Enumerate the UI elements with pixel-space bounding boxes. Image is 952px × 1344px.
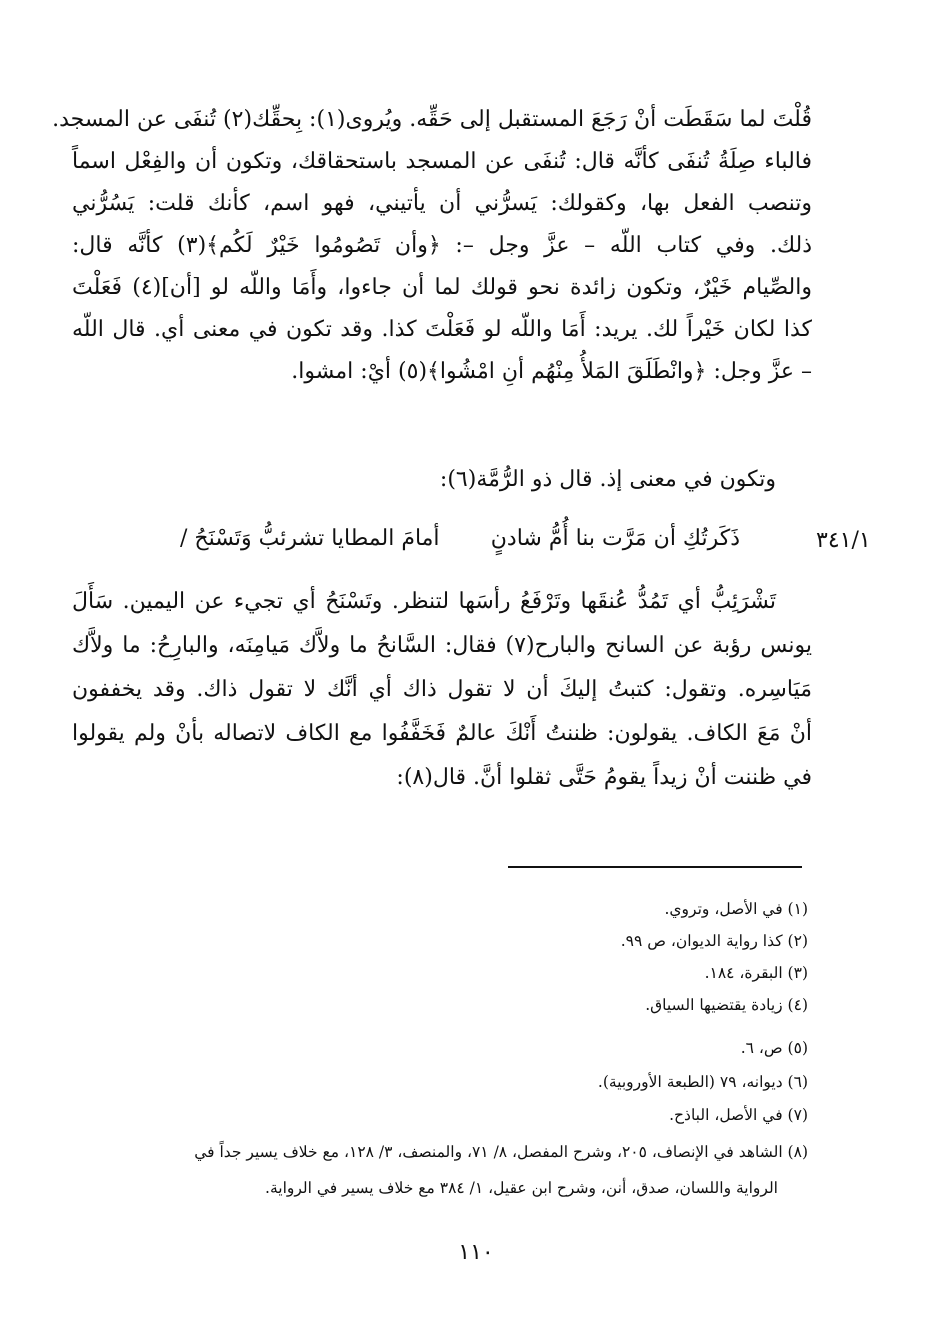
verse-hemistich-first: ذَكَرتُكِ أن مَرَّت بنا أُمُّ شادنٍ	[490, 526, 740, 551]
page-number: ١١٠	[458, 1240, 494, 1265]
main-text-block-2	[72, 582, 812, 802]
text-line: فالباء صِلَةُ تُنفَى كأنَّه قال: تُنفَى عن المسجد باستحقاقك، وتكون أن والفِعْل اسماً	[72, 149, 812, 174]
main-text-block-1	[52, 100, 813, 420]
text-line: أنْ مَعَ الكاف. يقولون: ظننتُ أَنْكَ عالمٌ فَخَفَّفُوا مع الكاف لاتصاله بأنْ ولم يقولوا	[72, 721, 812, 746]
footnote-separator	[508, 866, 802, 868]
text-line: – عزَّ وجل: ﴿وانْطَلَقَ المَلأُ مِنْهُم أنِ امْشُوا﴾(٥) أيْ: امشوا.	[291, 359, 812, 384]
footnote-6: (٦) ديوانه، ٧٩ (الطبعة الأوروبية).	[597, 1073, 808, 1091]
footnote-2: (٢) كذا رواية الديوان، ص ٩٩.	[620, 932, 808, 950]
verse-intro-line: وتكون في معنى إذ. قال ذو الرُّمَّة(٦):	[439, 467, 776, 492]
text-line: ذلك. وفي كتاب اللّه – عزَّ وجل –: ﴿وأن تَصُومُوا خَيْرٌ لَكُم﴾(٣) كأنَّه قال:	[72, 233, 813, 258]
verse-intro-block	[72, 460, 812, 500]
poetry-verse	[180, 519, 740, 559]
verse-hemistich-second: أمامَ المطايا تشرئبُّ وَتَسْنَحُ /	[180, 526, 440, 551]
text-line: يونس رؤبة عن السانح والبارح(٧) فقال: السَّانحُ ما ولاَّك مَيامِنَه، والبارِحُ: ما ولاَّك	[72, 633, 812, 658]
text-line: مَيَاسِره. وتقول: كتبتُ إليكَ أن لا تقول ذاك أي أنَّك لا تقول ذاك. وقد يخففون	[72, 677, 812, 702]
text-line: في ظننت أنْ زيداً يقومُ حَتَّى ثقلوا أنَّ. قال(٨):	[396, 765, 812, 790]
footnote-4: (٤) زيادة يقتضيها السياق.	[645, 996, 808, 1014]
footnote-8: (٨) الشاهد في الإنصاف، ٢٠٥، وشرح المفصل، ٨/ ٧١، والمنصف، ٣/ ١٢٨، مع خلاف يسير جداً في	[194, 1143, 808, 1161]
text-line: قُلْتَ لما سَقَطَت أنْ رَجَعَ المستقبل إلى حَقِّه. ويُروى(١): بِحقِّك(٢) تُنفَى عن المسجد.	[52, 107, 812, 132]
text-line: والصِّيام خَيْرٌ، وتكون زائدة نحو قولك لما أن جاءوا، وأَمَا واللّه لو [أن](٤) فَعَلْتَ	[72, 275, 812, 300]
footnote-8-continuation: الرواية واللسان، صدق، أنن، وشرح ابن عقيل، ١/ ٣٨٤ مع خلاف يسير في الرواية.	[265, 1179, 778, 1197]
footnote-7: (٧) في الأصل، الباذح.	[669, 1106, 808, 1124]
footnote-5: (٥) ص، ٦.	[740, 1039, 808, 1057]
text-line: وتنصب الفعل بها، وكقولك: يَسرُّني أن يأتيني، فهو اسم، كأنك قلت: يَسُرُّني	[72, 191, 812, 216]
text-line: كذا لكان خَيْراً لك. يريد: أَمَا واللّه لو فَعَلْتَ كذا. وقد تكون في معنى أي. قال اللّه	[72, 317, 812, 342]
text-line: تَشْرَئِبُّ أي تَمُدُّ عُنقَها وتَرْفَعُ رأسَها لتنظر. وتَسْنَحُ أي تجيء عن اليمين. سَأَلَ	[72, 589, 776, 614]
footnote-3: (٣) البقرة، ١٨٤.	[704, 964, 808, 982]
footnote-1: (١) في الأصل، وتروي.	[664, 900, 808, 918]
margin-page-reference: ٣٤١/١	[816, 528, 871, 553]
